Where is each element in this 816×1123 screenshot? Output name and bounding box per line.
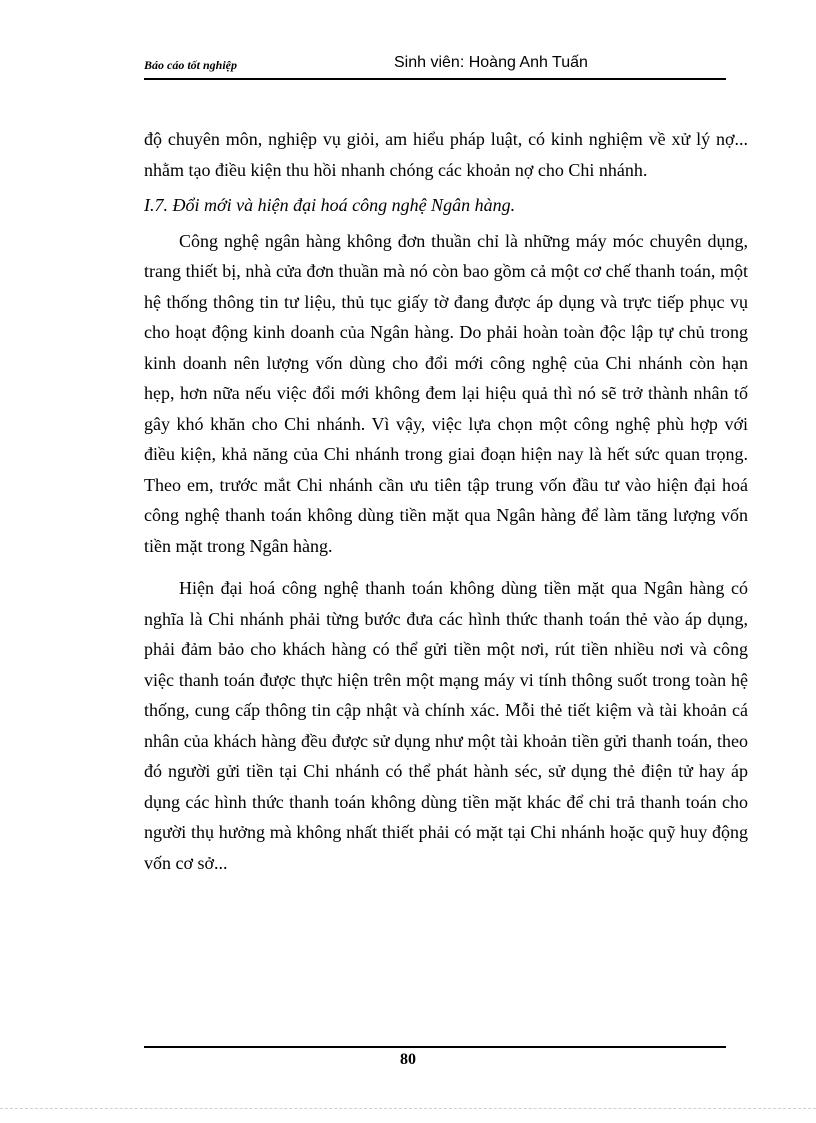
paragraph-2: Công nghệ ngân hàng không đơn thuần chỉ là những máy móc chuyên dụng, trang thiết bị, nhà cửa đơn thuần mà nó còn bao gồm cả một cơ chế thanh toán, một hệ thống thông tin tư liệu, thủ tục giấy tờ đang được áp dụng và trực tiếp phục vụ cho hoạt động kinh doanh của Ngân hàng. Do phải hoàn toàn độc lập tự chủ trong kinh doanh nên lượng vốn dùng cho đổi mới công nghệ của Chi nhánh còn hạn hẹp, hơn nữa nếu việc đổi mới không đem lại hiệu quả thì nó sẽ trở thành nhân tố gây khó khăn cho Chi nhánh. Vì vậy, việc lựa chọn một công nghệ phù hợp với điều kiện, khả năng của Chi nhánh trong giai đoạn hiện nay là hết sức quan trọng. Theo em, trước mắt Chi nhánh cần ưu tiên tập trung vốn đầu tư vào hiện đại hoá công nghệ thanh toán không dùng tiền mặt qua Ngân hàng để làm tăng lượng vốn tiền mặt trong Ngân hàng. [144,230,748,556]
page-header [144,50,726,76]
header-divider [144,78,726,80]
paragraph-1: độ chuyên môn, nghiệp vụ giỏi, am hiểu pháp luật, có kinh nghiệm về xử lý nợ... nhằm tạo điều kiện thu hồi nhanh chóng các khoản nợ cho Chi nhánh. [144,129,748,180]
paragraph-3: Hiện đại hoá công nghệ thanh toán không dùng tiền mặt qua Ngân hàng có nghĩa là Chi nhánh phải từng bước đưa các hình thức thanh toán thẻ vào áp dụng, phải đảm bảo cho khách hàng có thể gửi tiền một nơi, rút tiền nhiều nơi và công việc thanh toán được thực hiện trên một mạng máy vi tính thông suốt trong toàn hệ thống, cung cấp thông tin cập nhật và chính xác. Mỗi thẻ tiết kiệm và tài khoản cá nhân của khách hàng đều được sử dụng như một tài khoản tiền gửi thanh toán, theo đó người gửi tiền tại Chi nhánh có thể phát hành séc, sử dụng thẻ điện tử hay áp dụng các hình thức thanh toán không dùng tiền mặt khác để chi trả thanh toán cho người thụ hưởng mà không nhất thiết phải có mặt tại Chi nhánh hoặc quỹ huy động vốn cơ sở... [144,578,748,873]
page-body [144,124,748,878]
report-title: Báo cáo tốt nghiệp [144,58,238,72]
footer-divider [144,1046,726,1048]
section-heading: I.7. Đổi mới và hiện đại hoá công nghệ Ngân hàng. [144,195,516,215]
student-name: Sinh viên: Hoàng Anh Tuấn [394,54,588,71]
page-number: 80 [400,1051,416,1068]
page-bottom-edge [0,1108,816,1109]
